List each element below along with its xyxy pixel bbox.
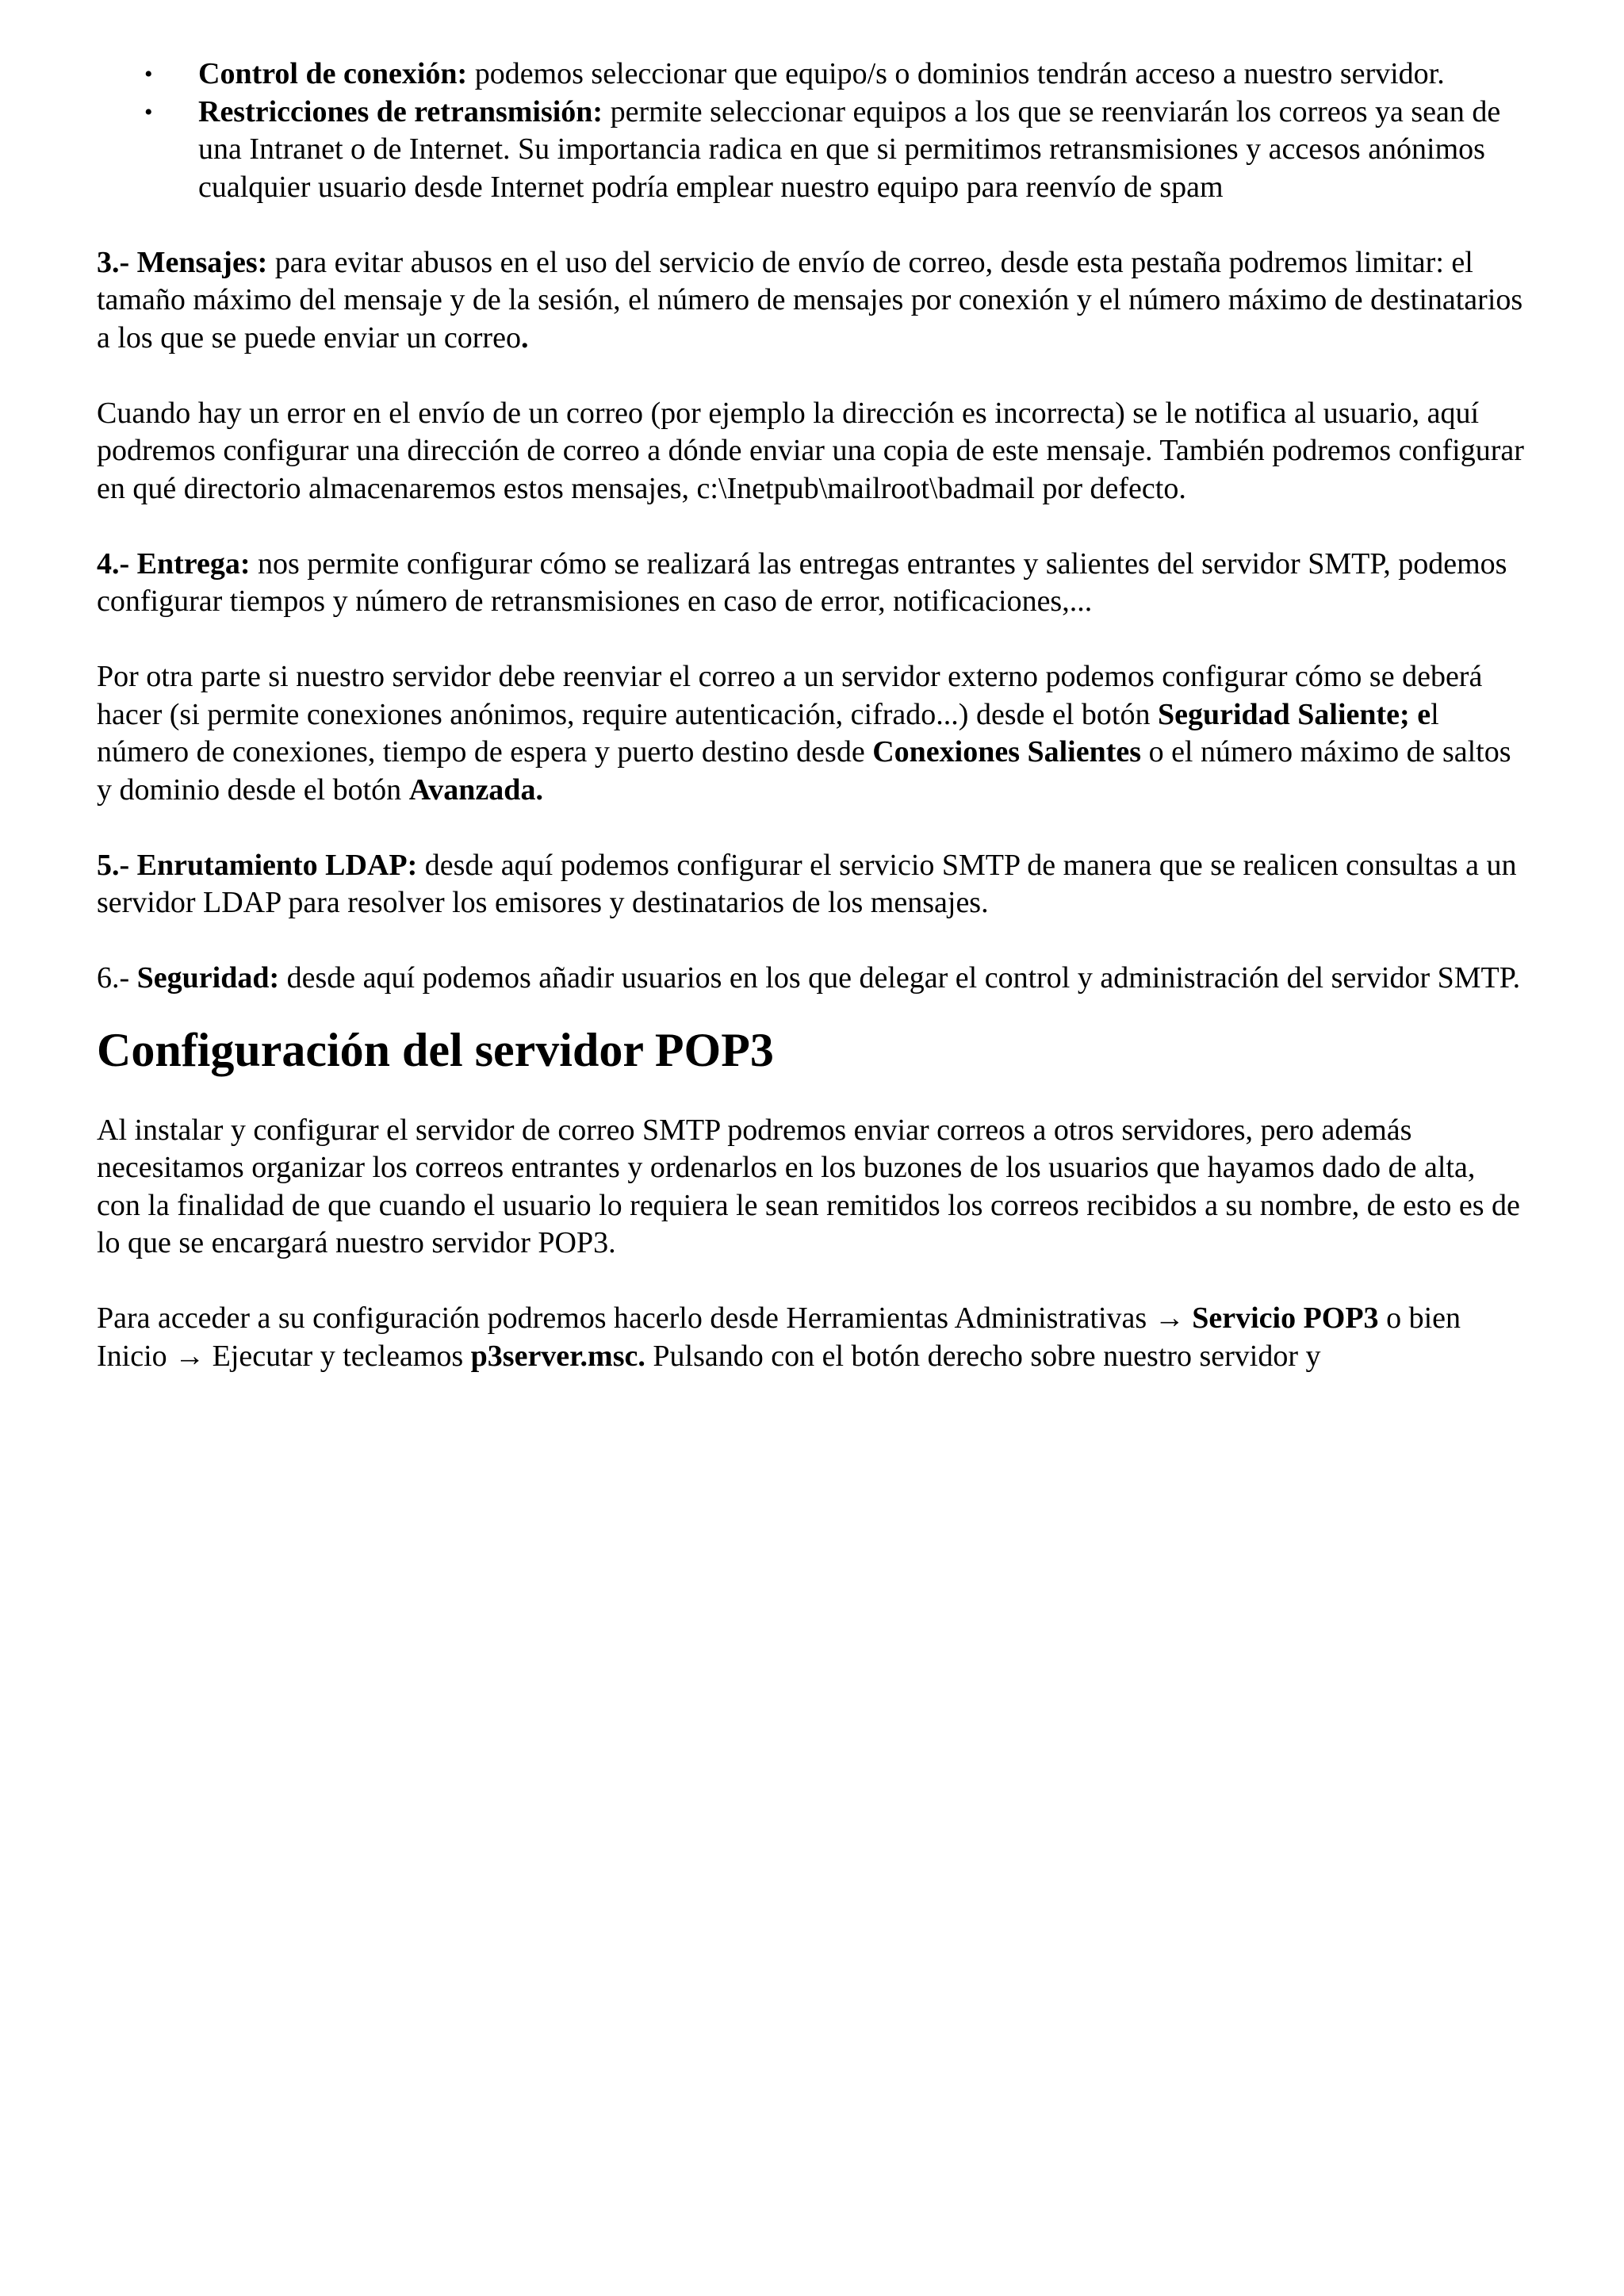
list-item [97, 94, 1524, 207]
bullet-list [97, 56, 1524, 206]
section-3-text: para evitar abusos en el uso del servicio de envío de correo, desde esta pestaña podremos limitar: el tamaño máximo del mensaje y de la sesión, el número de mensajes por conexión y el número máximo de destinatarios a los que se puede enviar un correo [97, 245, 1523, 355]
paragraph-gap [97, 621, 1524, 659]
section-3-paragraph-2: Cuando hay un error en el envío de un correo (por ejemplo la dirección es incorrecta) se le notifica al usuario, aquí podremos configurar una dirección de correo a dónde enviar una copia de este mensaje. También podremos configurar en qué directorio almacenaremos estos mensajes, c:\Inetpub\mailroot\badmail por defecto. [97, 396, 1524, 505]
bullet-icon: • [144, 98, 153, 125]
section-5-text: desde aquí podemos configurar el servicio SMTP de manera que se realicen consultas a un servidor LDAP para resolver los emisores y destinatarios de los mensajes. [97, 848, 1517, 919]
pop3-paragraph-2 [97, 1300, 1524, 1375]
pop3-p2-text-e: Pulsando con el botón derecho sobre nuestro servidor y [645, 1339, 1321, 1373]
section-6-label: Seguridad: [136, 961, 280, 995]
section-5-paragraph [97, 847, 1524, 922]
section-4-p2-text-e: o el número máximo de saltos y dominio desde el botón [97, 735, 1511, 807]
section-3-end: . [520, 320, 529, 355]
paragraph-gap [97, 809, 1524, 847]
pop3-p2-text-a: Para acceder a su configuración podremos hacerlo desde Herramientas Administrativas → [97, 1301, 1193, 1335]
section-heading: Configuración del servidor POP3 [97, 1023, 774, 1076]
list-item [97, 56, 1524, 94]
servicio-pop3-term: Servicio POP3 [1192, 1301, 1379, 1335]
paragraph-gap [97, 357, 1524, 395]
section-4-paragraph [97, 546, 1524, 621]
paragraph-gap [97, 508, 1524, 546]
bullet-text: podemos seleccionar que equipo/s o dominios tendrán acceso a nuestro servidor. [467, 57, 1445, 90]
paragraph-gap [97, 206, 1524, 244]
pop3-paragraph-1: Al instalar y configurar el servidor de correo SMTP podremos enviar correos a otros servidores, pero además necesitamos organizar los correos entrantes y ordenarlos en los buzones de los usuarios que hayamos dado de alta, con la finalidad de que cuando el usuario lo requiera le sean remitidos los correos recibidos a su nombre, de esto es de lo que se encargará nuestro servidor POP3. [97, 1113, 1520, 1259]
pop3-p2-text-c: o bien Inicio → Ejecutar y tecleamos [97, 1301, 1461, 1373]
document-page [97, 56, 1524, 1375]
section-3-label: 3.- Mensajes: [97, 245, 268, 279]
section-4-label: 4.- Entrega: [97, 546, 251, 581]
section-6-prefix: 6.- [97, 961, 137, 995]
seguridad-saliente-term: Seguridad Saliente; e [1157, 697, 1431, 731]
section-6-text: desde aquí podemos añadir usuarios en los que delegar el control y administración del servidor SMTP. [279, 961, 1521, 995]
section-6-paragraph [97, 960, 1524, 998]
paragraph-gap [97, 1263, 1524, 1301]
bullet-title: Control de conexión: [198, 57, 468, 90]
section-4-text: nos permite configurar cómo se realizará las entregas entrantes y salientes del servidor SMTP, podemos configurar tiempos y número de retransmisiones en caso de error, notificaciones,... [97, 546, 1507, 618]
paragraph-gap [97, 922, 1524, 960]
conexiones-salientes-term: Conexiones Salientes [872, 735, 1142, 769]
bullet-icon: • [144, 61, 153, 87]
p3server-command: p3server.msc. [470, 1339, 645, 1373]
section-4-p2-text-c: l número de conexiones, tiempo de espera y puerto destino desde [97, 697, 1439, 769]
avanzada-term: Avanzada. [408, 772, 543, 807]
bullet-title: Restricciones de retransmisión: [198, 94, 603, 128]
section-4-paragraph-2 [97, 658, 1524, 809]
section-4-p2-text-a: Por otra parte si nuestro servidor debe reenviar el correo a un servidor externo podemos configurar cómo se deberá hacer (si permite conexiones anónimos, require autenticación, cifrado...) desde el botón [97, 660, 1483, 731]
section-5-label: 5.- Enrutamiento LDAP: [97, 848, 418, 882]
section-3-paragraph [97, 244, 1524, 358]
bullet-text: permite seleccionar equipos a los que se reenviarán los correos ya sean de una Intranet o de Internet. Su importancia radica en que si permitimos retransmisiones y accesos anónimos cualquier usuario desde Internet podría emplear nuestro equipo para reenvío de spam [198, 94, 1501, 204]
